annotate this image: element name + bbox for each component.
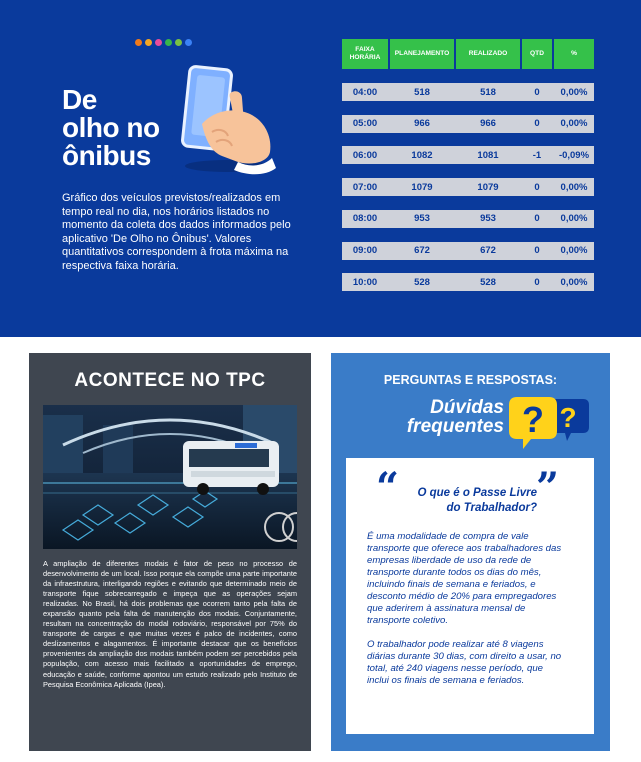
faq-answer-paragraph-2: O trabalhador pode realizar até 8 viagens diárias durante 30 dias, com direito a usar, no total, até 240 viagens nesse período, que inclui os finais de semana e feriados. [367, 639, 562, 686]
table-cell: 0,00% [560, 118, 588, 130]
table-cell: 0 [534, 181, 540, 193]
table-header [342, 39, 594, 69]
svg-text:?: ? [522, 399, 544, 440]
table-cell: 05:00 [352, 118, 378, 130]
header-faixa-horaria: FAIXA HORÁRIA [342, 39, 388, 69]
header-planejamento: PLANEJAMENTO [390, 39, 454, 69]
color-dot [185, 39, 192, 46]
faq-title-line1: Dúvidas [430, 397, 504, 418]
table-cell: 0 [534, 276, 540, 288]
hero-title-line3: ônibus [62, 140, 151, 171]
faq-answer [367, 531, 567, 687]
table-cell: 0,00% [560, 86, 588, 98]
table-row [342, 115, 594, 133]
table-cell: 672 [480, 245, 496, 256]
faq-question: O que é o Passe Livre do Trabalhador? [417, 487, 537, 514]
header-realizado: REALIZADO [456, 39, 520, 69]
table-row [342, 178, 594, 196]
table-cell: 0 [534, 245, 540, 256]
table-cell: 0 [534, 118, 540, 130]
table-cell: 10:00 [352, 276, 378, 288]
table-cell: 09:00 [352, 245, 378, 256]
table-cell: 1079 [477, 181, 499, 193]
hero-description: Gráfico dos veículos previstos/realizados em tempo real no dia, nos horários listados no momento da coleta dos dados informados pelo aplicativo 'De Olho no Ônibus'. Valores quantitativos correspondem à frota máxima na respectiva faixa horária. [62, 192, 291, 272]
color-dots [135, 39, 192, 46]
table-cell: 06:00 [352, 149, 378, 161]
table-cell: -1 [532, 149, 542, 161]
table-cell: 518 [414, 86, 430, 98]
table-row [342, 210, 594, 228]
table-cell: 528 [414, 276, 430, 288]
color-dot [165, 39, 172, 46]
table-cell: 04:00 [352, 86, 378, 98]
news-body: A ampliação de diferentes modais é fator de peso no processo de desenvolvimento de um local. Isso porque ela compõe uma parte importante da infraestrutura, interligando regiões e evitando que determinado meio de transporte fique sobrecarregado e impeça que as operações sejam realizadas. No Brasil, há dois problemas que ocorrem tanto pela falta de expansão quanto pela falta de manutenção dos modais. Conjuntamente, resultam na concentração do modal rodoviário, responsável por 75% do transporte de cargas e que muitas vezes é palco de incidentes, como deslizamentos e alagamentos. É importante destacar que os benefícios provenientes da ampliação dos modais também podem ser percebidos pela população, com acesso mais facilitado a oportunidades de emprego, educação e saúde, conforme apontou um estudo realizado pelo Instituto de Pesquisa Econômica Aplicada (Ipea). [43, 559, 297, 689]
table-row [342, 83, 594, 101]
table-cell: 0,00% [560, 181, 588, 193]
header-qtd: QTD [522, 39, 552, 69]
table-row [342, 273, 594, 291]
color-dot [155, 39, 162, 46]
question-bubbles-icon [509, 393, 589, 451]
faq-title-line2: frequentes [406, 416, 504, 437]
table-cell: 518 [480, 86, 496, 98]
table-cell: 953 [480, 213, 496, 225]
hero-section [0, 0, 641, 337]
table-cell: 1079 [411, 181, 433, 193]
table-cell: 528 [480, 276, 496, 288]
color-dot [175, 39, 182, 46]
table-cell: 966 [480, 118, 496, 130]
table-cell: 0,00% [560, 245, 588, 256]
table-cell: 966 [414, 118, 430, 130]
table-cell: 1081 [477, 149, 499, 161]
table-cell: 08:00 [352, 213, 378, 225]
hand-phone-icon [172, 62, 282, 178]
faq-panel [331, 353, 610, 751]
electric-bus-photo [43, 405, 297, 549]
news-title: ACONTECE NO TPC [74, 370, 266, 391]
color-dot [145, 39, 152, 46]
svg-text:?: ? [559, 402, 577, 433]
table-cell: 1082 [411, 149, 433, 161]
fleet-table [342, 39, 594, 288]
table-cell: 953 [414, 213, 430, 225]
open-quote-icon: “ [376, 464, 400, 511]
faq-title [359, 398, 504, 436]
table-cell: 0 [534, 213, 540, 225]
table-row [342, 146, 594, 164]
header-percent: % [554, 39, 594, 69]
table-cell: 0,00% [560, 213, 588, 225]
hero-title-line2: olho no [62, 112, 160, 143]
table-cell: -0,09% [558, 149, 590, 161]
hero-title-line1: De [62, 84, 97, 115]
faq-kicker: PERGUNTAS E RESPOSTAS: [383, 373, 558, 387]
table-cell: 0,00% [560, 276, 588, 288]
table-cell: 07:00 [352, 181, 378, 193]
faq-answer-paragraph-1: É uma modalidade de compra de vale transporte que oferece aos trabalhadores das empresas liberdade de uso da rede de transporte durante todos os dias do mês, incluindo finais de semana e feriados, e desconto médio de 20% para empregadores que aderirem à assinatura mensal de transporte coletivo. [367, 531, 562, 626]
table-row [342, 242, 594, 260]
news-panel [29, 353, 311, 751]
close-quote-icon: ” [536, 464, 560, 511]
table-cell: 0 [534, 86, 540, 98]
color-dot [135, 39, 142, 46]
table-cell: 672 [414, 245, 430, 256]
